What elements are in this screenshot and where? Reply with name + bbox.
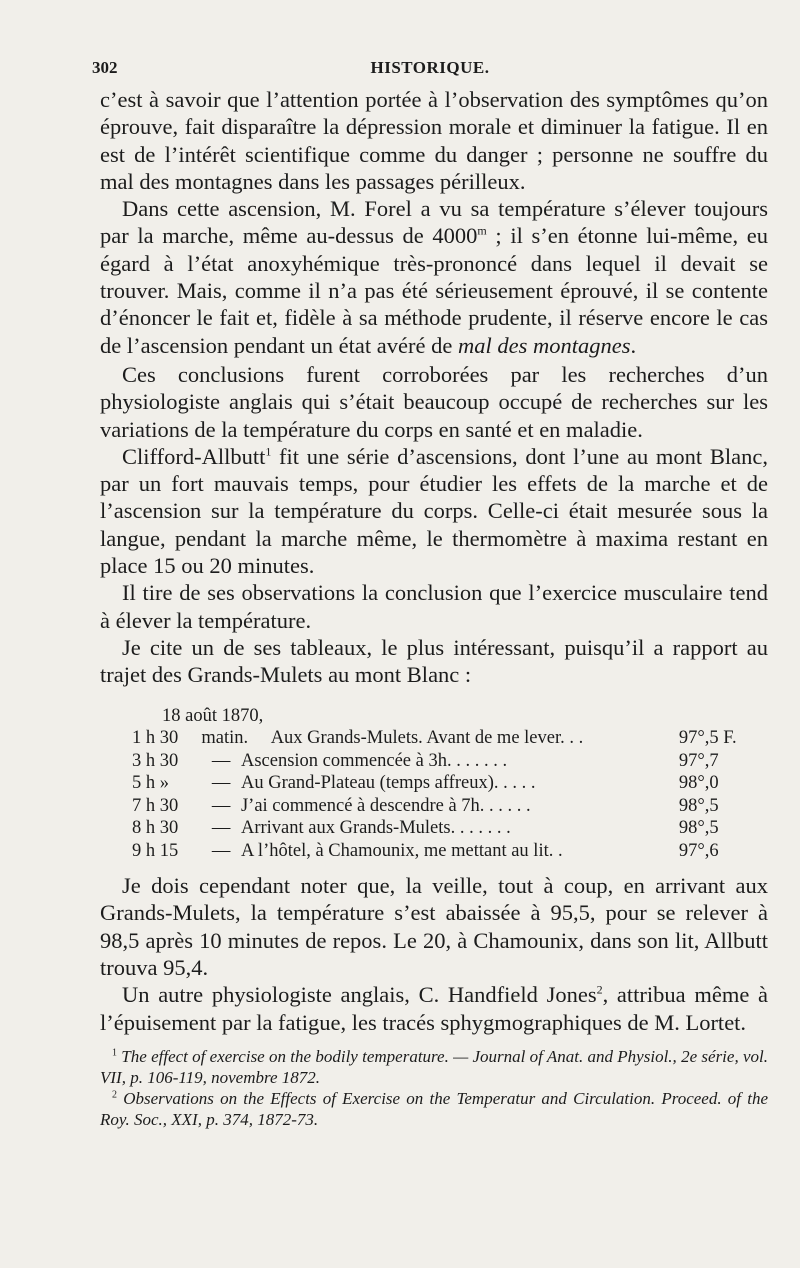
paragraph-2-text-a: Dans cette ascension, M. Forel a vu sa température s’élever toujours par la marche, même au-dessus de 4000 (100, 196, 768, 249)
footnote-1-text: The effect of exercise on the bodily temperature. — Journal of Anat. and Physiol., 2e série, vol. VII, p. 106-119, novembre 1872. (100, 1046, 769, 1087)
paragraph-2 (100, 195, 768, 359)
row-value: 97°,5 F. (678, 728, 737, 749)
paragraph-4-text: fit une série d’ascensions, dont l’une au mont Blanc, par un fort mauvais temps, pour étudier les effets de la marche et de l’ascension sur la température du corps. Celle-ci était mesurée sous la langue, pendant la marche même, le thermomètre à maxima restant en place 15 ou 20 minutes. (100, 443, 768, 579)
footnote-2-text: Observations on the Effects of Exercise on the Temperatur and Circulation. Proceed. of the Roy. Soc., XXI, p. 374, 1872-73. (100, 1088, 769, 1129)
table-row (100, 772, 768, 795)
row-time: 8 h 30 (132, 818, 179, 839)
paragraph-2-end: . (630, 332, 637, 358)
row-marker: — (211, 773, 231, 794)
paragraph-2-italic: mal des montagnes (457, 332, 631, 358)
paragraph-5: Il tire de ses observations la conclusion que l’exercice musculaire tend à élever la température. (100, 580, 768, 633)
paragraph-4-name: Clifford-Allbutt (122, 443, 266, 469)
page-number: 302 (92, 58, 118, 77)
table-row (100, 840, 768, 863)
table-row (100, 795, 768, 818)
row-value: 97°,6 (678, 840, 719, 861)
row-label: Ascension commencée à 3h. . . . . . . (240, 750, 508, 771)
temperature-table (100, 705, 768, 863)
row-label: Au Grand-Plateau (temps affreux). . . . . (240, 773, 536, 794)
row-label: Aux Grands-Mulets. Avant de me lever. . . (270, 728, 584, 749)
footnote-ref-1: 1 (265, 444, 272, 459)
row-time: 3 h 30 (132, 750, 179, 771)
row-label: Arrivant aux Grands-Mulets. . . . . . . (240, 818, 511, 839)
paragraph-8-text-b: , attribua même à l’épuisement par la fatigue, les tracés sphygmographiques de M. Lortet. (100, 982, 768, 1035)
row-value: 98°,5 (678, 795, 719, 816)
paragraph-1: c’est à savoir que l’attention portée à l’observation des symptômes qu’on éprouve, fait disparaître la dépression morale et diminuer la fatigue. Il en est de l’intérêt scientifique comme du danger ; personne ne souffre du mal des montagnes dans les passages périlleux. (100, 87, 768, 194)
row-time: 7 h 30 (132, 795, 179, 816)
paragraph-6: Je cite un de ses tableaux, le plus intéressant, puisqu’il a rapport au trajet des Grands-Mulets au mont Blanc : (100, 634, 768, 688)
footnote-ref-2: 2 (596, 982, 603, 997)
table-row (100, 727, 768, 750)
page-header (92, 56, 768, 80)
row-marker: — (211, 750, 231, 771)
paragraph-4 (100, 443, 768, 579)
row-marker: — (211, 795, 231, 816)
footnotes (100, 1046, 768, 1130)
row-label: J’ai commencé à descendre à 7h. . . . . . (240, 795, 531, 816)
table-row (100, 817, 768, 840)
row-time: 5 h » (132, 773, 169, 794)
paragraph-7: Je dois cependant noter que, la veille, tout à coup, en arrivant aux Grands-Mulets, la température s’est abaissée à 95,5, pour se relever à 98,5 après 10 minutes de repos. Le 20, à Chamounix, dans son lit, Allbutt trouva 95,4. (100, 873, 768, 980)
footnote-2 (100, 1088, 768, 1130)
row-marker: matin. (201, 728, 249, 749)
row-marker: — (211, 840, 231, 861)
paragraph-3: Ces conclusions furent corroborées par les recherches d’un physiologiste anglais qui s’était beaucoup occupé de recherches sur les variations de la température du corps en santé et en maladie. (100, 361, 768, 442)
row-value: 98°,0 (678, 773, 719, 794)
paragraph-8-text-a: Un autre physiologiste anglais, C. Handfield Jones (122, 982, 597, 1008)
footnote-2-mark: 2 (112, 1089, 117, 1101)
row-marker: — (211, 818, 231, 839)
footnote-1-mark: 1 (112, 1047, 117, 1059)
running-title: HISTORIQUE. (370, 58, 490, 77)
paragraph-2-text-b: ; il s’en étonne lui-même, eu égard à l’état anoxyhémique très-prononcé dans lequel il devait se trouver. Mais, comme il n’a pas été sérieusement éprouvé, il se contente d’énoncer le fait et, fidèle à sa méthode prudente, il réserve encore le cas de l’ascension pendant un état avéré de (100, 223, 768, 358)
row-time: 9 h 15 (132, 840, 179, 861)
row-value: 98°,5 (678, 818, 719, 839)
main-text (100, 86, 768, 1130)
table-date: 18 août 1870, (162, 705, 264, 726)
footnote-1 (100, 1046, 768, 1088)
paragraph-8 (100, 981, 768, 1036)
row-time: 1 h 30 (132, 728, 179, 749)
table-row (100, 750, 768, 773)
row-value: 97°,7 (678, 750, 719, 771)
row-label: A l’hôtel, à Chamounix, me mettant au lit. . (240, 840, 563, 861)
meter-superscript: m (477, 223, 487, 238)
